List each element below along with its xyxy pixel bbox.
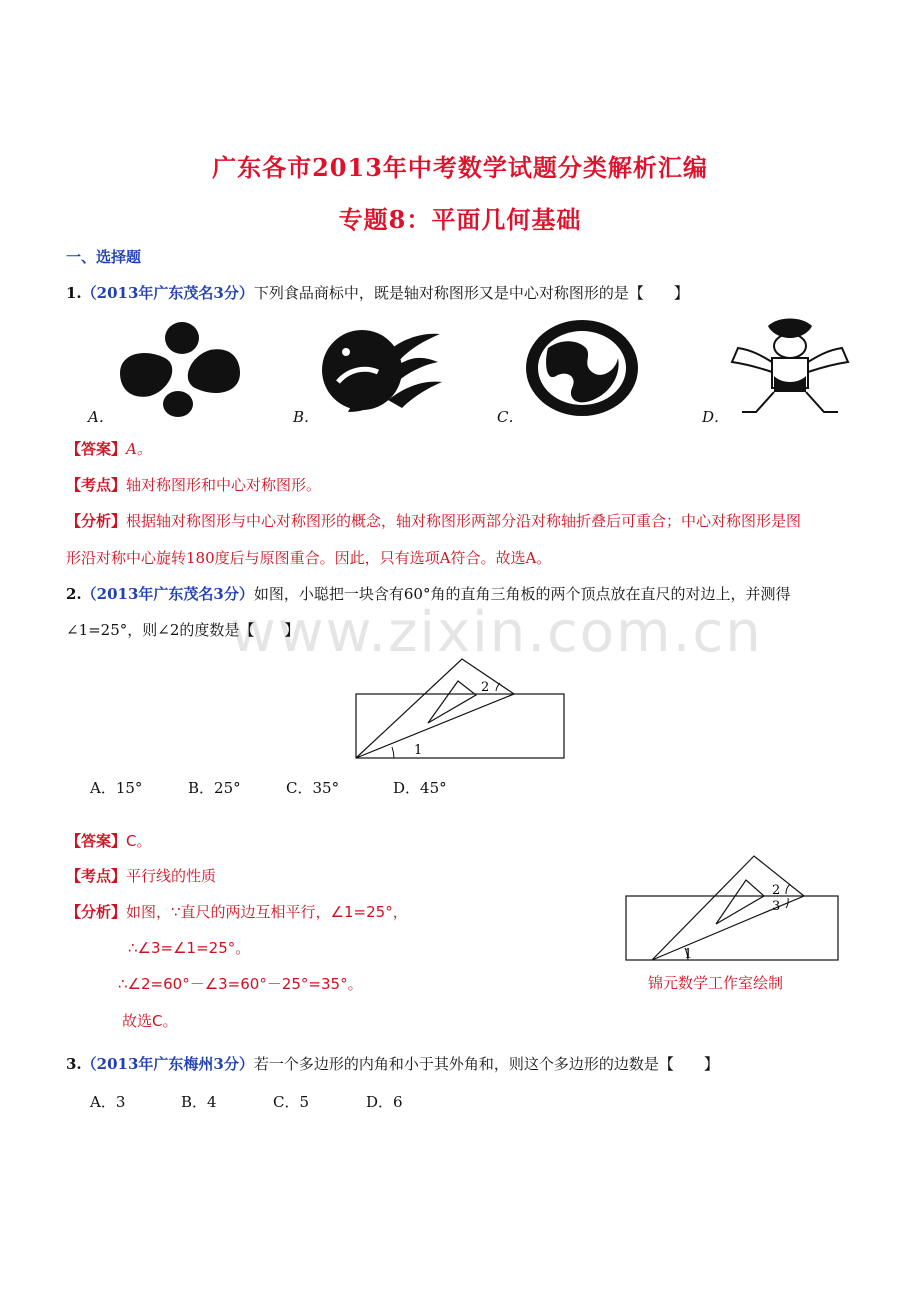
- q1-line: [66, 283, 689, 303]
- q3-source: （2013年广东梅州3分）: [81, 1055, 254, 1073]
- q2-answer: [66, 831, 152, 851]
- q2-fig-label-2: 2: [481, 680, 490, 695]
- page-title: 广东各市2013年中考数学试题分类解析汇编: [212, 153, 708, 182]
- q2-source: （2013年广东茂名3分）: [81, 585, 254, 603]
- q2-analysis-line3: ∴∠2=60°－∠3=60°－25°=35°。: [118, 975, 363, 993]
- q1-answer-tag: 【答案】: [66, 440, 127, 458]
- q2-fig2-label-2: 2: [772, 883, 781, 898]
- q1-analysis-line2: 形沿对称中心旋转180度后与原图重合。因此，只有选项A符合。故选A。: [66, 549, 552, 567]
- section-heading: 一、选择题: [66, 248, 142, 266]
- q3-line: [66, 1054, 719, 1074]
- q2-figure: [350, 655, 570, 765]
- q1-source: （2013年广东茂名3分）: [81, 284, 254, 302]
- watermark: www.zixin.com.cn: [230, 600, 763, 665]
- logo-a-image: [110, 318, 250, 418]
- q2-analysis-line1: 如图，∵直尺的两边互相平行，∠1=25°，: [126, 903, 408, 921]
- q2-figure-credit: 锦元数学工作室绘制: [648, 974, 784, 992]
- q2-point: [66, 866, 216, 886]
- page-subtitle: 专题8：平面几何基础: [338, 205, 582, 234]
- q1-stem: 下列食品商标中，既是轴对称图形又是中心对称图形的是【 】: [253, 284, 689, 302]
- q1-analysis-line1: 根据轴对称图形与中心对称图形的概念，轴对称图形两部分沿对称轴折叠后可重合；中心对称图形是图: [126, 512, 802, 530]
- q3-option-b: B．4: [181, 1093, 217, 1111]
- q1-point: [66, 475, 321, 495]
- q2-analysis-tag: 【分析】: [66, 903, 127, 921]
- q2-fig2-label-3: 3: [772, 899, 781, 914]
- q1-option-a-label: A．: [88, 408, 114, 426]
- q2-solution-figure: [622, 852, 842, 968]
- q1-answer-text: A。: [126, 440, 152, 458]
- q2-point-text: 平行线的性质: [126, 867, 217, 885]
- q2-stem-line1: 如图，小聪把一块含有60°角的直角三角板的两个顶点放在直尺的对边上，并测得: [253, 585, 791, 603]
- q2-option-b: B．25°: [188, 779, 241, 797]
- q2-number: 2.: [66, 585, 82, 603]
- q2-option-a: A．15°: [90, 779, 143, 797]
- logo-d-image: [728, 312, 852, 424]
- q1-analysis: [66, 511, 801, 531]
- q3-number: 3.: [66, 1055, 82, 1073]
- q2-answer-tag: 【答案】: [66, 832, 127, 850]
- q1-number: 1.: [66, 284, 82, 302]
- q1-point-text: 轴对称图形和中心对称图形。: [126, 476, 322, 494]
- logo-c-image: [522, 318, 642, 418]
- q1-option-b-label: B．: [293, 408, 320, 426]
- q2-option-c: C．35°: [286, 779, 340, 797]
- q3-stem: 若一个多边形的内角和小于其外角和，则这个多边形的边数是【 】: [253, 1055, 719, 1073]
- q3-option-c: C．5: [273, 1093, 310, 1111]
- q2-fig-label-1: 1: [414, 743, 423, 758]
- q2-answer-text: C。: [126, 832, 152, 850]
- q2-option-d: D．45°: [393, 779, 447, 797]
- q1-point-tag: 【考点】: [66, 476, 127, 494]
- q2-fig2-label-1: 1: [684, 947, 693, 962]
- q2-analysis-line2: ∴∠3=∠1=25°。: [128, 939, 251, 957]
- q2-stem-line2: ∠1=25°，则∠2的度数是【 】: [66, 621, 300, 639]
- q1-analysis-tag: 【分析】: [66, 512, 127, 530]
- q2-analysis: [66, 902, 408, 922]
- q3-option-a: A．3: [90, 1093, 126, 1111]
- q3-option-d: D．6: [366, 1093, 403, 1111]
- q1-option-c-label: C．: [497, 408, 524, 426]
- logo-b-image: [318, 322, 444, 418]
- q2-analysis-line4: 故选C。: [122, 1012, 178, 1030]
- q1-answer: [66, 439, 152, 459]
- q2-line1: [66, 584, 790, 604]
- q2-point-tag: 【考点】: [66, 867, 127, 885]
- q1-option-d-label: D．: [702, 408, 730, 426]
